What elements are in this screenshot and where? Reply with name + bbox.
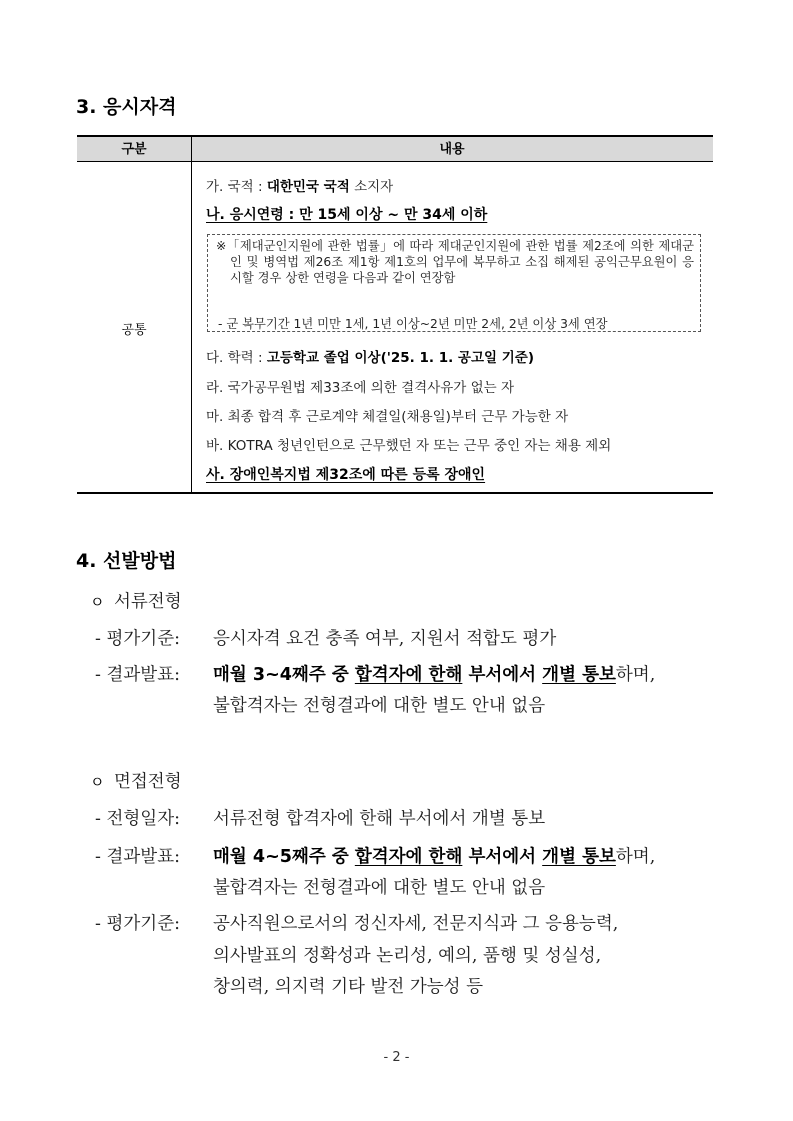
interview-criteria-label: - 평가기준: xyxy=(95,914,180,934)
bullet-interview: ㅇ xyxy=(90,773,105,791)
table-bottom-border xyxy=(77,492,713,494)
item-education xyxy=(206,346,534,366)
interview-result-dept: 부서에서 xyxy=(462,847,543,867)
interview-result-tail: 하며, xyxy=(615,847,656,867)
interview-result-period: 매월 4~5째주 중 xyxy=(213,847,355,867)
item-nationality-bold: 대한민국 국적 xyxy=(266,179,350,195)
item-intern-exclusion: 바. KOTRA 청년인턴으로 근무했던 자 또는 근무 중인 자는 채용 제외 xyxy=(206,438,612,454)
section-3-title: 3. 응시자격 xyxy=(76,96,177,118)
doc-result-line1 xyxy=(213,661,655,686)
item-disqualification: 라. 국가공무원법 제33조에 의한 결격사유가 없는 자 xyxy=(206,380,515,396)
interview-date-text: 서류전형 합격자에 한해 부서에서 개별 통보 xyxy=(213,809,546,829)
item-nationality xyxy=(206,175,393,195)
doc-criteria-label: - 평가기준: xyxy=(95,629,180,649)
interview-criteria-line2: 의사발표의 정확성과 논리성, 예의, 품행 및 성실성, xyxy=(213,946,602,966)
doc-result-individual: 개별 통보 xyxy=(542,665,616,685)
doc-result-line2: 불합격자는 전형결과에 대한 별도 안내 없음 xyxy=(213,696,546,716)
interview-result-line2: 불합격자는 전형결과에 대한 별도 안내 없음 xyxy=(213,878,546,898)
veteran-note-box xyxy=(207,234,701,332)
item-nationality-prefix: 가. 국적 : xyxy=(206,179,267,195)
doc-result-tail: 하며, xyxy=(615,665,656,685)
doc-result-label: - 결과발표: xyxy=(95,665,180,685)
veteran-note-text: ※「제대군인지원에 관한 법률」에 따라 제대군인지원에 관한 법률 제2조에 의한 제대군인 및 병역법 제26조 제1항 제1호의 업무에 복무하고 소집 해제된 공익근무요원이 응시할 경우 상한 연령을 다음과 같이 연장함 xyxy=(216,239,694,285)
row-label-common: 공통 xyxy=(121,323,147,338)
page-number: - 2 - xyxy=(383,1050,410,1065)
interview-result-individual: 개별 통보 xyxy=(542,847,616,867)
item-education-prefix: 다. 학력 : xyxy=(206,350,267,366)
interview-heading: 면접전형 xyxy=(114,772,182,792)
document-screening-heading: 서류전형 xyxy=(114,592,182,612)
veteran-note-extension: - 군 복무기간 1년 미만 1세, 1년 이상~2년 미만 2세, 2년 이상 3세 연장 xyxy=(218,317,608,331)
header-category: 구분 xyxy=(121,142,147,157)
item-availability: 마. 최종 합격 후 근로계약 체결일(채용일)부터 근무 가능한 자 xyxy=(206,409,569,425)
interview-date-label: - 전형일자: xyxy=(95,809,180,829)
header-content: 내용 xyxy=(439,142,465,157)
interview-result-passers: 합격자에 한해 xyxy=(354,847,463,867)
doc-result-dept: 부서에서 xyxy=(462,665,543,685)
item-education-bold: 고등학교 졸업 이상('25. 1. 1. 공고일 기준) xyxy=(266,350,535,366)
interview-result-line1 xyxy=(213,843,655,868)
interview-criteria-line3: 창의력, 의지력 기타 발전 가능성 등 xyxy=(213,977,484,997)
doc-criteria-text: 응시자격 요건 충족 여부, 지원서 적합도 평가 xyxy=(213,629,557,649)
bullet-document: ㅇ xyxy=(90,593,105,611)
column-divider xyxy=(191,135,192,494)
eligibility-table xyxy=(77,135,713,494)
item-nationality-suffix: 소지자 xyxy=(349,179,394,195)
doc-result-passers: 합격자에 한해 xyxy=(354,665,463,685)
doc-result-period: 매월 3~4째주 중 xyxy=(213,665,355,685)
item-disability: 사. 장애인복지법 제32조에 따른 등록 장애인 xyxy=(206,467,486,483)
section-4-title: 4. 선발방법 xyxy=(76,550,177,572)
table-header xyxy=(77,135,713,162)
interview-criteria-line1: 공사직원으로서의 정신자세, 전문지식과 그 응용능력, xyxy=(213,914,619,934)
interview-result-label: - 결과발표: xyxy=(95,847,180,867)
item-age: 나. 응시연령 : 만 15세 이상 ~ 만 34세 이하 xyxy=(206,207,488,223)
